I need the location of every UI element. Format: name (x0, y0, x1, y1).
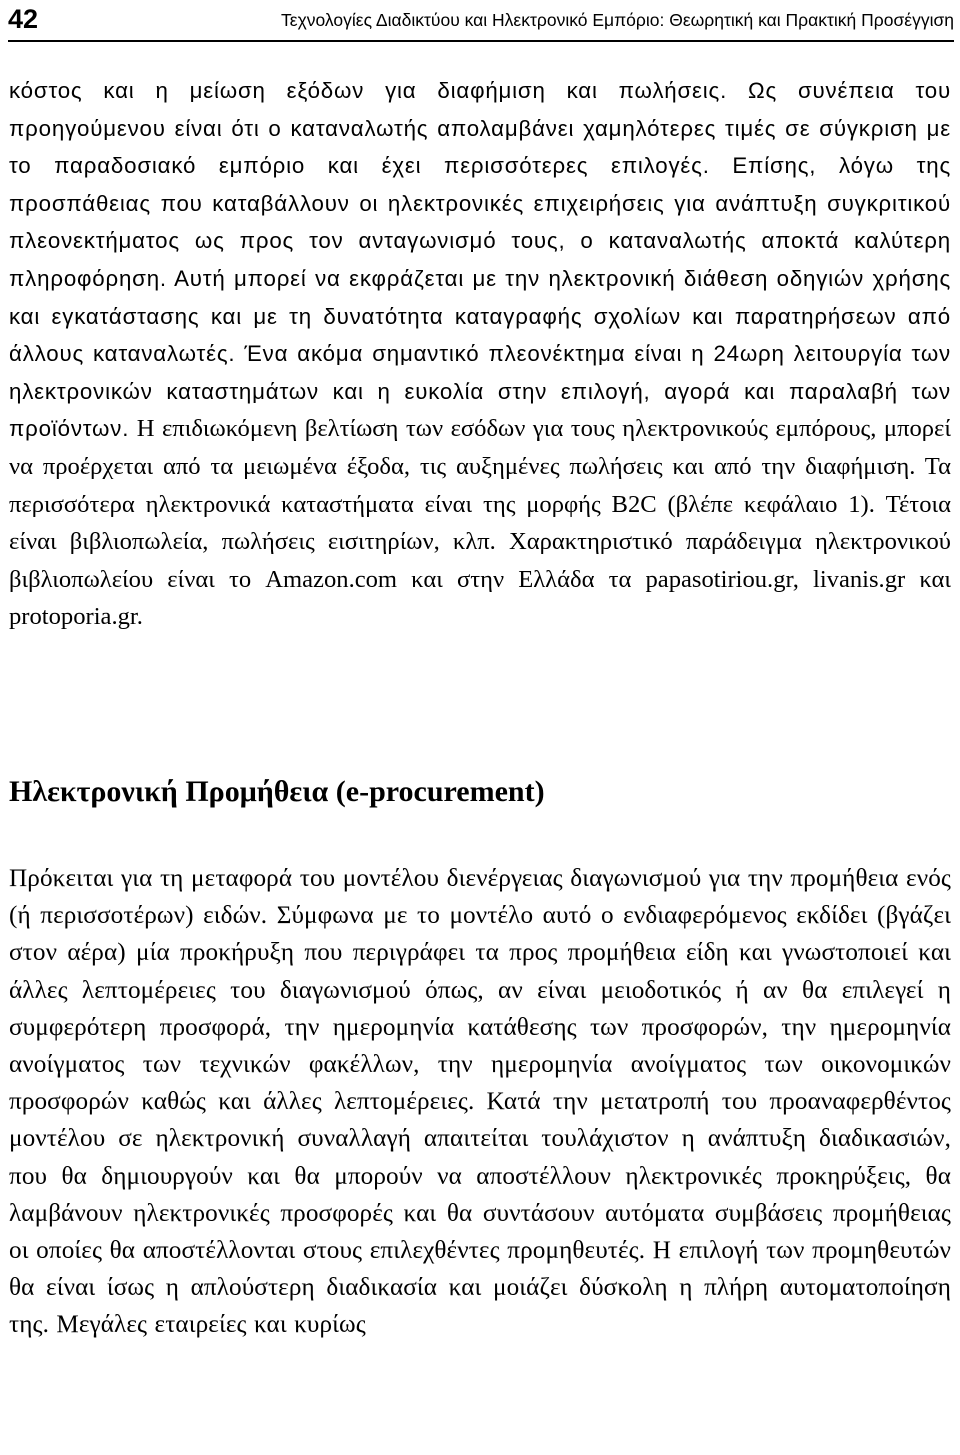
paragraph-1-serif-text: Η επιδιωκόμενη βελτίωση των εσόδων για τους ηλεκτρονικούς εμπόρους, μπορεί να προέρχεται από τα μειωμένα έξοδα, τις αυξημένες πωλήσεις και από την διαφήμιση. Τα περισσότερα ηλεκτρονικά καταστήματα είναι της μορφής B2C (βλέπε κεφάλαιο 1). Τέτοια είναι βιβλιοπωλεία, πωλήσεις εισιτηρίων, κλπ. Χαρακτηριστικό παράδειγμα ηλεκτρονικού βιβλιοπωλείου είναι το Amazon.com και στην Ελλάδα τα papasotiriou.gr, livanis.gr και protoporia.gr. (9, 415, 951, 631)
body-paragraph-2: Πρόκειται για τη μεταφορά του μοντέλου διενέργειας διαγωνισμού για την προμήθεια ενός (ή περισσοτέρων) ειδών. Σύμφωνα με το μοντέλο αυτό ο ενδιαφερόμενος εκδίδει (βγάζει στον αέρα) μία προκήρυξη που περιγράφει τα προς προμήθεια είδη και γνωστοποιεί και άλλες λεπτομέρειες του διαγωνισμού όπως, αν είναι μειοδοτικός ή αν θα επιλεγεί η συμφερότερη προσφορά, την ημερομηνία κατάθεσης των προσφορών, την ημερομηνία ανοίγματος των τεχνικών φακέλλων, την ημερομηνία ανοίγματος των οικονομικών προσφορών καθώς και άλλες λεπτομέρειες. Κατά την μετατροπή του προαναφερθέντος μοντέλου σε ηλεκτρονική συναλλαγή απαιτείται τουλάχιστον η ανάπτυξη διαδικασιών, που θα δημιουργούν και θα μπορούν να αποστέλλουν ηλεκτρονικές προκηρύξεις, θα λαμβάνουν ηλεκτρονικές προσφορές και θα συντάσουν αυτόματα συμβάσεις προμήθειας οι οποίες θα αποστέλλονται στους επιλεχθέντες προμηθευτές. Η επιλογή των προμηθευτών θα είναι ίσως η απλούστερη διαδικασία και μοιάζει δύσκολη η πλήρη αυτοματοποίηση της. Μεγάλες εταιρείες και κυρίως (9, 865, 951, 1339)
paragraph-1-sans-text: κόστος και η μείωση εξόδων για διαφήμιση και πωλήσεις. Ως συνέπεια του προηγούμενου είναι ότι ο καταναλωτής απολαμβάνει χαμηλότερες τιμές σε σύγκριση με το παραδοσιακό εμπόριο και έχει περισσότερες επιλογές. Επίσης, λόγω της προσπάθειας που καταβάλλουν οι ηλεκτρονικές επιχειρήσεις για ανάπτυξη συγκριτικού πλεονεκτήματος ως προς τον ανταγωνισμό τους, ο καταναλωτής αποκτά καλύτερη πληροφόρηση. Αυτή μπορεί να εκφράζεται με την ηλεκτρονική διάθεση οδηγιών χρήσης και εγκατάστασης και με τη δυνατότητα καταγραφής σχολίων και παρατηρήσεων από άλλους καταναλωτές. Ένα ακόμα σημαντικό πλεονέκτημα είναι η 24ωρη λειτουργία των ηλεκτρονικών καταστημάτων και η ευκολία στην επιλογή, αγορά και παραλαβή των προϊόντων. (9, 78, 951, 442)
page-header (8, 0, 954, 42)
page-number: 42 (8, 4, 39, 34)
body-paragraph-1 (9, 72, 951, 636)
running-title: Τεχνολογίες Διαδικτύου και Ηλεκτρονικό Εμπόριο: Θεωρητική και Πρακτική Προσέγγιση (281, 10, 954, 30)
section-heading: Ηλεκτρονική Προμήθεια (e-procurement) (9, 775, 545, 808)
